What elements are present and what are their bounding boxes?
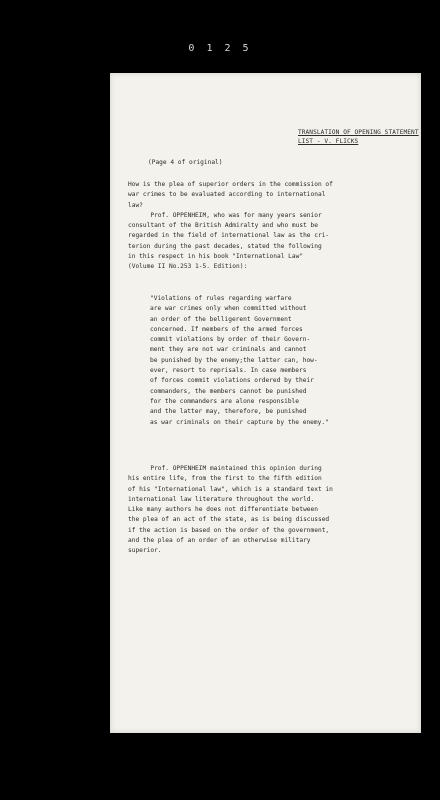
document-body [110,73,421,733]
header-title: TRANSLATION OF OPENING STATEMENT [298,129,419,136]
page-note: (Page 4 of original) [148,159,223,166]
header-case: LIST - V. FLICKS [298,137,359,145]
document-page [110,73,421,733]
document-header [298,129,418,146]
block-quote: "Violations of rules regarding warfare are war crimes only when committed without an order of the belligerent Government concerned. If members of the armed forces commit violations by order of their Govern- ment they are not war criminals and cannot be punished by the enemy;the latter can, how- ever, resort to reprisals. In case members of forces commit violations ordered by their commanders, the members cannot be punished for the commanders are alone responsible and the latter may, therefore, be punished as war criminals on their capture by the enemy." [150,295,329,426]
frame-number: 0 1 2 5 [188,43,252,54]
paragraph-conclusion: Prof. OPPENHEIM maintained this opinion during his entire life, from the first to the fifth edition of his "International law", which is a standard text in international law literature throughout the world. Like many authors he does not differentiate between the plea of an act of the state, as is being discussed if the action is based on the order of the government, and the plea of an order of an otherwise military superior. [128,465,333,555]
paragraph-intro: How is the plea of superior orders in the commission of war crimes to be evaluated according to international law? Prof. OPPENHEIM, who was for many years senior consultant of the British Admiralty and who must be regarded in the field of international law as the cri- terion during the past decades, stated the following in this respect in his book "International Law" (Volume II No.253 1-5. Edition): [128,181,333,271]
